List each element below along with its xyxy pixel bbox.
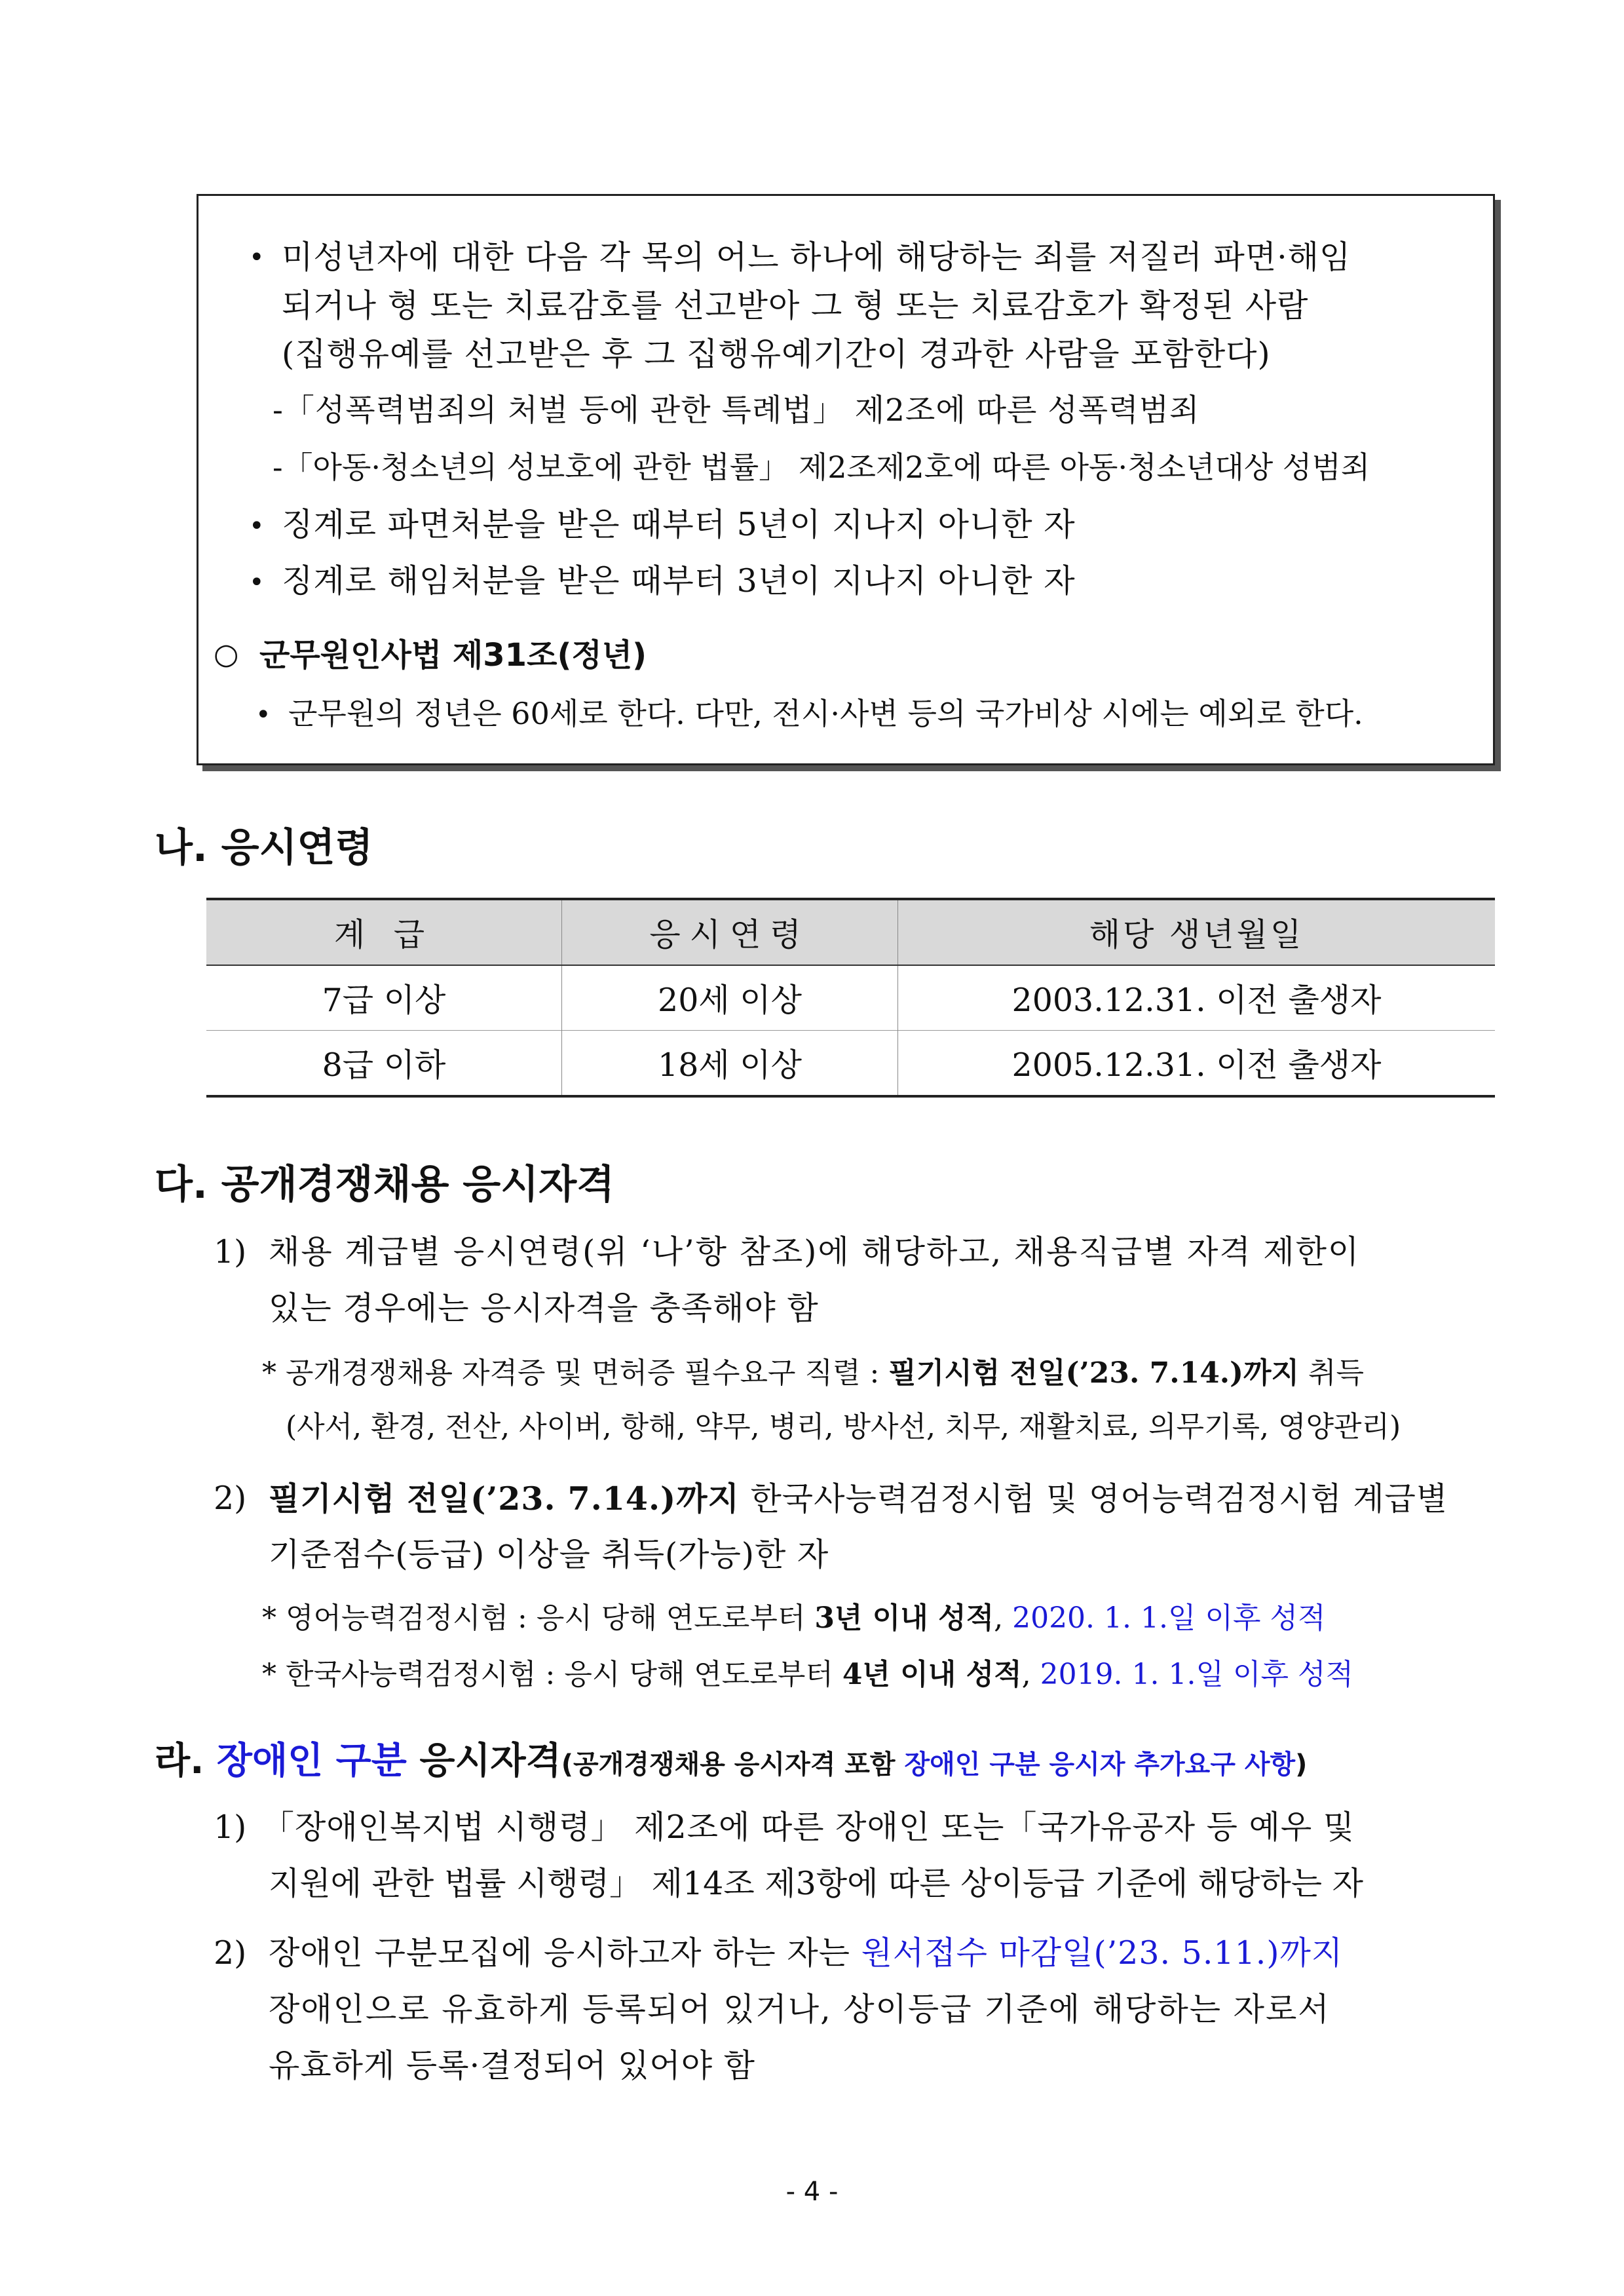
page-number: - 4 - <box>785 2177 839 2207</box>
bullet1-line2: 되거나 형 또는 치료감호를 선고받아 그 형 또는 치료감호가 확정된 사람 <box>282 287 1309 324</box>
item-number: 1) <box>214 1808 247 1846</box>
sub-item-2: -「아동·청소년의 성보호에 관한 법률」 제2조제2호에 따른 아동·청소년대상 성범죄 <box>273 450 1370 485</box>
item-number: 2) <box>214 1934 247 1972</box>
bullet2: 징계로 파면처분을 받은 때부터 5년이 지나지 아니한 자 <box>282 506 1076 543</box>
bullet1-line3: (집행유예를 선고받은 후 그 집행유예기간이 경과한 사람을 포함한다) <box>282 335 1271 373</box>
item-text: 장애인 구분모집에 응시하고자 하는 자는 <box>269 1934 861 1972</box>
ra-item1-line1: 「장애인복지법 시행령」 제2조에 따른 장애인 또는「국가유공자 등 예우 및 <box>262 1808 1355 1846</box>
item-bold: 필기시험 전일(’23. 7.14.)까지 <box>269 1480 740 1518</box>
da-note3 <box>262 1656 1353 1693</box>
ra-item2-line3: 유효하게 등록·결정되어 있어야 함 <box>269 2047 755 2084</box>
bullet3: 징계로 해임처분을 받은 때부터 3년이 지나지 아니한 자 <box>282 562 1076 600</box>
law-heading: 군무원인사법 제31조(정년) <box>259 637 647 674</box>
item-text: 한국사능력검정시험 및 영어능력검정시험 계급별 <box>739 1480 1448 1518</box>
table-row <box>206 965 1495 1031</box>
ra-item2-line1 <box>269 1933 1343 1974</box>
item-number: 1) <box>214 1233 247 1271</box>
heading-part: 응시자격 <box>406 1740 561 1782</box>
bullet-icon: • <box>249 511 265 541</box>
table-cell: 20세 이상 <box>562 965 898 1031</box>
note-date-highlight: 2019. 1. 1.일 이후 성적 <box>1040 1658 1353 1691</box>
table-row <box>206 1031 1495 1097</box>
table-header: 계 급 <box>206 899 562 965</box>
section-heading-open-recruitment: 다. 공개경쟁채용 응시자격 <box>155 1162 615 1208</box>
heading-highlight: 장애인 구분 <box>216 1740 407 1782</box>
sub-item-1: -「성폭력범죄의 처벌 등에 관한 특례법」 제2조에 따른 성폭력범죄 <box>273 392 1200 429</box>
ra-item1-line2: 지원에 관한 법률 시행령」 제14조 제3항에 따른 상이등급 기준에 해당하는 자 <box>269 1865 1363 1902</box>
table-cell: 8급 이하 <box>322 1046 446 1084</box>
table-header: 해당 생년월일 <box>898 899 1496 965</box>
bullet-icon: • <box>255 700 271 730</box>
da-item1-line2: 있는 경우에는 응시자격을 충족해야 함 <box>269 1290 819 1327</box>
table-header: 응시연령 <box>562 899 898 965</box>
table-header-row <box>206 899 1495 965</box>
da-note2 <box>262 1600 1325 1637</box>
item-highlight: 원서접수 마감일(’23. 5.11.)까지 <box>861 1934 1344 1972</box>
heading-highlight: 장애인 구분 응시자 추가요구 사항 <box>904 1750 1296 1780</box>
bullet-icon: • <box>249 242 265 273</box>
table-cell: 7급 이상 <box>322 982 446 1019</box>
note-text: * 영어능력검정시험 : 응시 당해 연도로부터 <box>262 1601 815 1635</box>
note-bold: 3년 이내 성적 <box>814 1601 994 1635</box>
circle-icon: ○ <box>214 638 240 671</box>
table-cell: 2005.12.31. 이전 출생자 <box>898 1031 1496 1097</box>
da-item1-line1: 채용 계급별 응시연령(위 ‘나’항 참조)에 해당하고, 채용직급별 자격 제한이 <box>269 1233 1361 1271</box>
section-heading-disability <box>155 1736 1307 1789</box>
note-bold: 4년 이내 성적 <box>842 1658 1022 1691</box>
ra-item2-line2: 장애인으로 유효하게 등록되어 있거나, 상이등급 기준에 해당하는 자로서 <box>269 1991 1331 2028</box>
note-date-highlight: 2020. 1. 1.일 이후 성적 <box>1012 1601 1326 1635</box>
section-heading-age: 나. 응시연령 <box>155 825 373 871</box>
note-text: * 한국사능력검정시험 : 응시 당해 연도로부터 <box>262 1658 842 1691</box>
da-note1-line1 <box>262 1355 1364 1392</box>
da-item2-line2: 기준점수(등급) 이상을 취득(가능)한 자 <box>269 1536 829 1573</box>
da-item2-line1 <box>269 1478 1448 1520</box>
note-text: * 공개경쟁채용 자격증 및 면허증 필수요구 직렬 : <box>262 1356 889 1390</box>
table-cell: 2003.12.31. 이전 출생자 <box>898 965 1496 1031</box>
age-table <box>206 898 1495 1098</box>
note-text: , <box>994 1601 1013 1635</box>
note-text: 취득 <box>1298 1356 1364 1390</box>
heading-part: ) <box>1295 1750 1308 1780</box>
law-text: 군무원의 정년은 60세로 한다. 다만, 전시·사변 등의 국가비상 시에는 예외로 한다. <box>288 696 1363 731</box>
bullet1-line1: 미성년자에 대한 다음 각 목의 어느 하나에 해당하는 죄를 저질러 파면·해임 <box>282 239 1351 276</box>
note-bold: 필기시험 전일(’23. 7.14.)까지 <box>888 1356 1299 1390</box>
bullet-icon: • <box>249 567 265 598</box>
note-text: , <box>1021 1658 1040 1691</box>
da-note1-line2: (사서, 환경, 전산, 사이버, 항해, 약무, 병리, 방사선, 치무, 재활치료, 의무기록, 영양관리) <box>286 1410 1401 1444</box>
heading-part: (공개경쟁채용 응시자격 포함 <box>561 1750 905 1780</box>
table-cell: 18세 이상 <box>562 1031 898 1097</box>
item-number: 2) <box>214 1480 247 1517</box>
heading-part: 라. <box>155 1740 217 1782</box>
